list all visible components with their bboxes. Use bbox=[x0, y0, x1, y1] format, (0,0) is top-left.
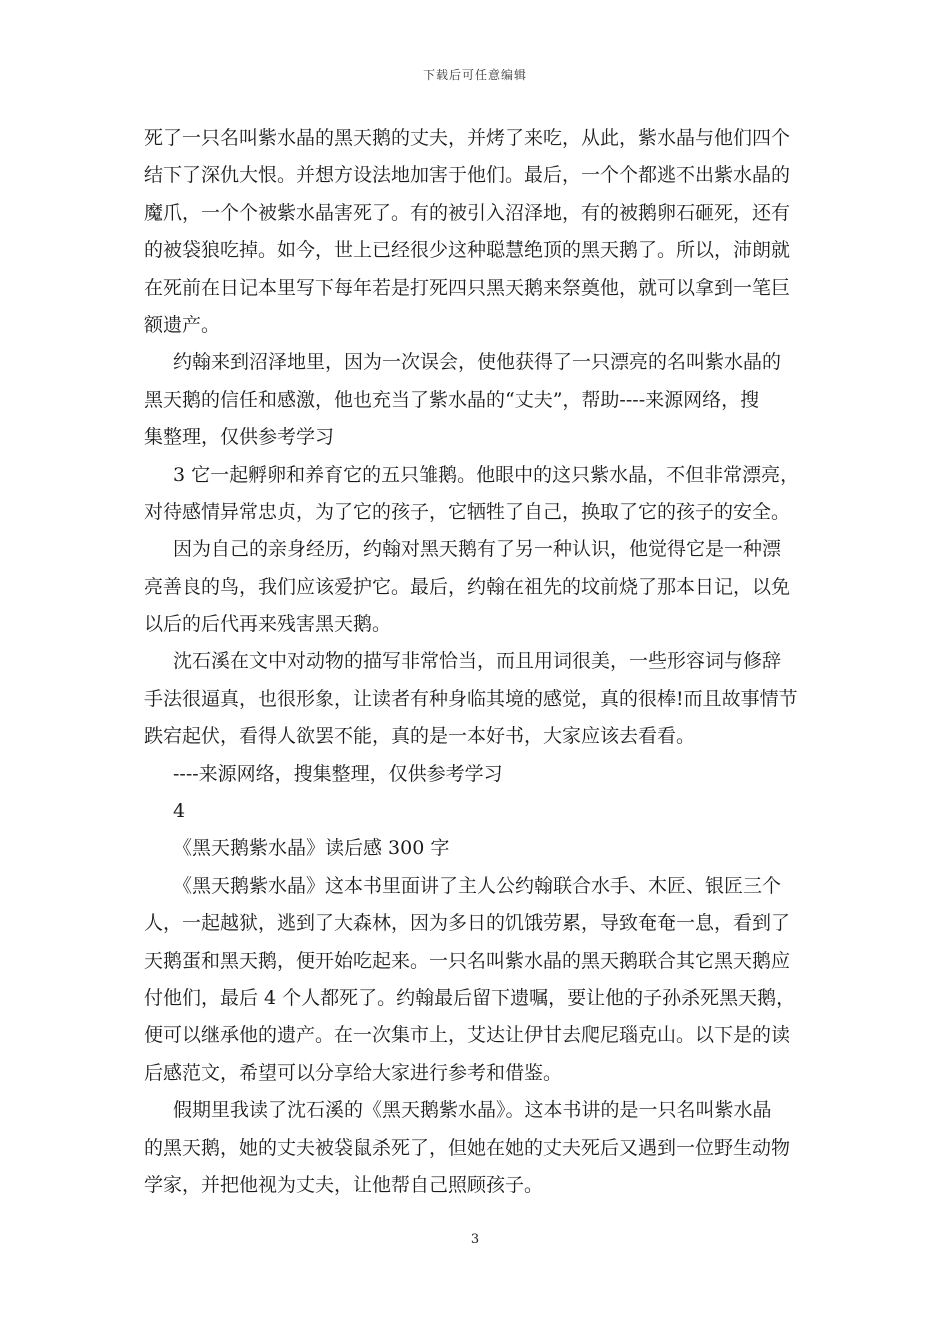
text-line: 《黑天鹅紫水晶》这本书里面讲了主人公约翰联合水手、木匠、银匠三个 bbox=[173, 874, 782, 897]
text-line: 黑天鹅的信任和感激，他也充当了紫水晶的“丈夫”，帮助----来源网络，搜 bbox=[144, 388, 760, 411]
text-line: 3 它一起孵卵和养育它的五只雏鹅。他眼中的这只紫水晶，不但非常漂亮， bbox=[173, 463, 800, 486]
text-line: 人，一起越狱，逃到了大森林，因为多日的饥饿劳累，导致奄奄一息，看到了 bbox=[144, 912, 791, 935]
text-line: 付他们，最后 4 个人都死了。约翰最后留下遗嘱，要让他的子孙杀死黑天鹅， bbox=[144, 986, 796, 1009]
page-number: 3 bbox=[470, 1232, 480, 1247]
text-line: 集整理，仅供参考学习 bbox=[144, 426, 335, 449]
section-title: 《黑天鹅紫水晶》读后感 300 字 bbox=[173, 837, 450, 860]
text-line: 的黑天鹅，她的丈夫被袋鼠杀死了，但她在她的丈夫死后又遇到一位野生动物 bbox=[144, 1136, 791, 1159]
text-line: 假期里我读了沈石溪的《黑天鹅紫水晶》。这本书讲的是一只名叫紫水晶 bbox=[173, 1099, 772, 1122]
text-line: ----来源网络，搜集整理，仅供参考学习 bbox=[173, 762, 503, 785]
text-line: 额遗产。 bbox=[144, 313, 221, 336]
text-line: 4 bbox=[173, 800, 186, 823]
document-body bbox=[144, 120, 816, 1204]
text-line: 以后的后代再来残害黑天鹅。 bbox=[144, 613, 392, 636]
text-line: 在死前在日记本里写下每年若是打死四只黑天鹅来祭奠他，就可以拿到一笔巨 bbox=[144, 276, 791, 299]
text-line: 天鹅蛋和黑天鹅，便开始吃起来。一只名叫紫水晶的黑天鹅联合其它黑天鹅应 bbox=[144, 949, 791, 972]
text-line: 对待感情异常忠贞，为了它的孩子，它牺牲了自己，换取了它的孩子的安全。 bbox=[144, 500, 791, 523]
text-line: 学家，并把他视为丈夫，让他帮自己照顾孩子。 bbox=[144, 1173, 544, 1196]
text-line: 跌宕起伏，看得人欲罢不能，真的是一本好书，大家应该去看看。 bbox=[144, 725, 696, 748]
text-line: 因为自己的亲身经历，约翰对黑天鹅有了另一种认识，他觉得它是一种漂 bbox=[173, 538, 782, 561]
text-line: 死了一只名叫紫水晶的黑天鹅的丈夫，并烤了来吃，从此，紫水晶与他们四个 bbox=[144, 127, 791, 149]
text-line: 结下了深仇大恨。并想方设法地加害于他们。最后，一个个都逃不出紫水晶的 bbox=[144, 164, 791, 187]
text-line: 约翰来到沼泽地里，因为一次误会，使他获得了一只漂亮的名叫紫水晶的 bbox=[173, 351, 782, 374]
page-header: 下载后可任意编辑 bbox=[422, 68, 527, 82]
text-line: 手法很逼真，也很形象，让读者有种身临其境的感觉，真的很棒!而且故事情节 bbox=[144, 687, 798, 710]
text-line: 亮善良的鸟，我们应该爱护它。最后，约翰在祖先的坟前烧了那本日记，以免 bbox=[144, 575, 791, 598]
text-line: 沈石溪在文中对动物的描写非常恰当，而且用词很美，一些形容词与修辞 bbox=[173, 650, 782, 673]
text-line: 的被袋狼吃掉。如今，世上已经很少这种聪慧绝顶的黑天鹅了。所以，沛朗就 bbox=[144, 239, 791, 262]
text-line: 后感范文，希望可以分享给大家进行参考和借鉴。 bbox=[144, 1061, 563, 1084]
text-line: 魔爪，一个个被紫水晶害死了。有的被引入沼泽地，有的被鹅卵石砸死，还有 bbox=[144, 201, 791, 224]
text-line: 便可以继承他的遗产。在一次集市上，艾达让伊甘去爬尼瑙克山。以下是的读 bbox=[144, 1024, 791, 1047]
